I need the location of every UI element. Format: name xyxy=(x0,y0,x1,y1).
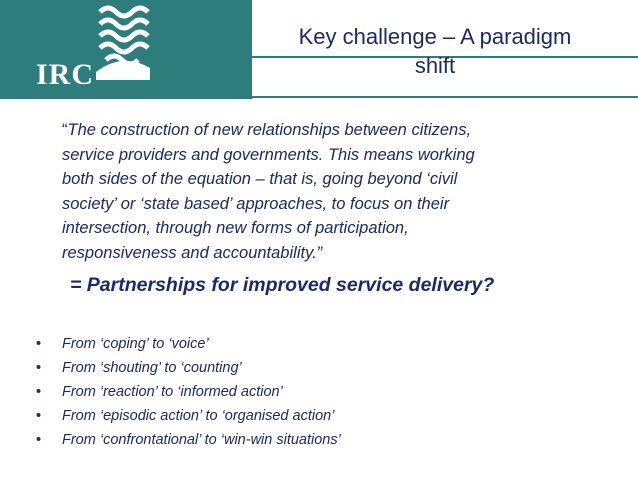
logo-text: IRC xyxy=(36,58,95,91)
bullet-icon: • xyxy=(36,408,42,424)
bullet-icon: • xyxy=(36,360,42,376)
bullet-text: From ‘shouting’ to ‘counting’ xyxy=(62,360,242,376)
irc-logo xyxy=(0,0,252,99)
wave-emblem-icon xyxy=(92,2,162,82)
title-line-1: Key challenge – A paradigm xyxy=(298,24,572,49)
bullet-text: From ‘episodic action’ to ‘organised action’ xyxy=(62,408,335,424)
quote-line-5: intersection, through new forms of participation, xyxy=(62,219,409,237)
quote-line-1-text: The construction of new relationships between citizens, xyxy=(67,121,472,139)
quote-line-1 xyxy=(62,118,610,143)
bullet-list xyxy=(36,332,341,452)
slide-title xyxy=(270,22,600,80)
bullet-text: From ‘coping’ to ‘voice’ xyxy=(62,336,209,352)
list-item xyxy=(36,356,341,380)
headline: = Partnerships for improved service delivery? xyxy=(70,274,495,296)
bullet-icon: • xyxy=(36,336,42,352)
open-quote-mark: “ xyxy=(62,121,68,139)
list-item xyxy=(36,404,341,428)
list-item xyxy=(36,332,341,356)
quote-line-6: responsiveness and accountability.” xyxy=(62,243,323,262)
list-item xyxy=(36,428,341,452)
quote-line-2: service providers and governments. This means working xyxy=(62,145,475,164)
list-item xyxy=(36,380,341,404)
title-line-2: shift xyxy=(414,53,456,78)
bullet-text: From ‘confrontational’ to ‘win-win situations’ xyxy=(62,432,341,448)
quote-line-3: both sides of the equation – that is, going beyond ‘civil xyxy=(62,170,458,188)
bullet-icon: • xyxy=(36,384,42,400)
bullet-text: From ‘reaction’ to ‘informed action’ xyxy=(62,384,283,400)
quote-line-4: society’ or ‘state based’ approaches, to focus on their xyxy=(62,194,450,213)
quote-block xyxy=(62,118,610,265)
bullet-icon: • xyxy=(36,432,42,448)
